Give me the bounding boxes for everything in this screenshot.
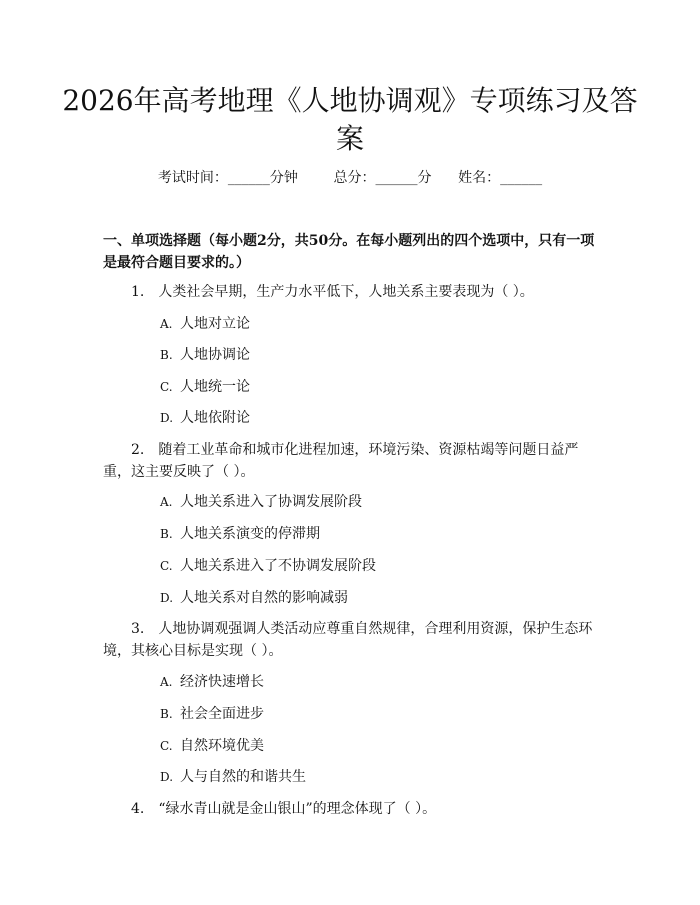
option-letter: B. [160, 527, 173, 541]
option-text: 人地对立论 [180, 316, 250, 332]
name-blank: ______ [500, 170, 543, 186]
option-letter: A. [160, 317, 173, 331]
option-letter: D. [160, 411, 174, 425]
option-text: 人地关系进入了协调发展阶段 [180, 494, 362, 510]
document-title: 2026年高考地理《人地协调观》专项练习及答案 [62, 84, 638, 155]
option-letter: C. [160, 380, 173, 394]
option-letter: B. [160, 707, 173, 721]
exam-info-line [0, 168, 700, 188]
option-letter: D. [160, 770, 174, 784]
option-item [160, 408, 600, 428]
option-letter: A. [160, 495, 173, 509]
option-text: 人地依附论 [180, 410, 250, 426]
option-item [160, 345, 600, 365]
question-stem: 4. “绿水青山就是金山银山”的理念体现了（ ）。 [131, 801, 437, 817]
option-letter: A. [160, 675, 173, 689]
option-text: 经济快速增长 [180, 674, 264, 690]
question-stem: 1. 人类社会早期，生产力水平低下，人地关系主要表现为（ ）。 [131, 284, 534, 300]
total-score-unit: 分 [417, 170, 432, 186]
name-label: 姓名： [458, 170, 501, 186]
exam-time-label: 考试时间： [157, 170, 228, 186]
option-letter: D. [160, 591, 174, 605]
exam-time-blank: ______ [227, 170, 270, 186]
option-item [160, 314, 600, 334]
option-letter: B. [160, 348, 173, 362]
option-text: 人地统一论 [180, 379, 250, 395]
total-score-blank: ______ [375, 170, 418, 186]
option-item [160, 524, 600, 544]
option-text: 人地关系进入了不协调发展阶段 [180, 558, 376, 574]
option-text: 人地协调论 [180, 347, 250, 363]
section-heading: 一、单项选择题（每小题2分，共50分。在每小题列出的四个选项中，只有一项是最符合题目要求的。） [103, 233, 595, 271]
option-item [160, 704, 600, 724]
option-item [160, 736, 600, 756]
total-score-label: 总分： [333, 170, 376, 186]
exam-time-unit: 分钟 [269, 170, 298, 186]
option-item [160, 767, 600, 787]
option-item [160, 672, 600, 692]
option-text: 社会全面进步 [180, 706, 264, 722]
option-letter: C. [160, 739, 173, 753]
option-text: 自然环境优美 [180, 738, 264, 754]
option-item [160, 377, 600, 397]
question-stem: 2. 随着工业革命和城市化进程加速，环境污染、资源枯竭等问题日益严重，这主要反映了（ ）。 [103, 442, 579, 480]
option-text: 人地关系对自然的影响减弱 [180, 590, 348, 606]
option-text: 人与自然的和谐共生 [180, 769, 306, 785]
option-item [160, 492, 600, 512]
question-stem: 3. 人地协调观强调人类活动应尊重自然规律，合理利用资源，保护生态环境，其核心目标是实现（ ）。 [103, 621, 593, 659]
option-item [160, 588, 600, 608]
option-item [160, 556, 600, 576]
option-text: 人地关系演变的停滞期 [180, 526, 320, 542]
option-letter: C. [160, 559, 173, 573]
